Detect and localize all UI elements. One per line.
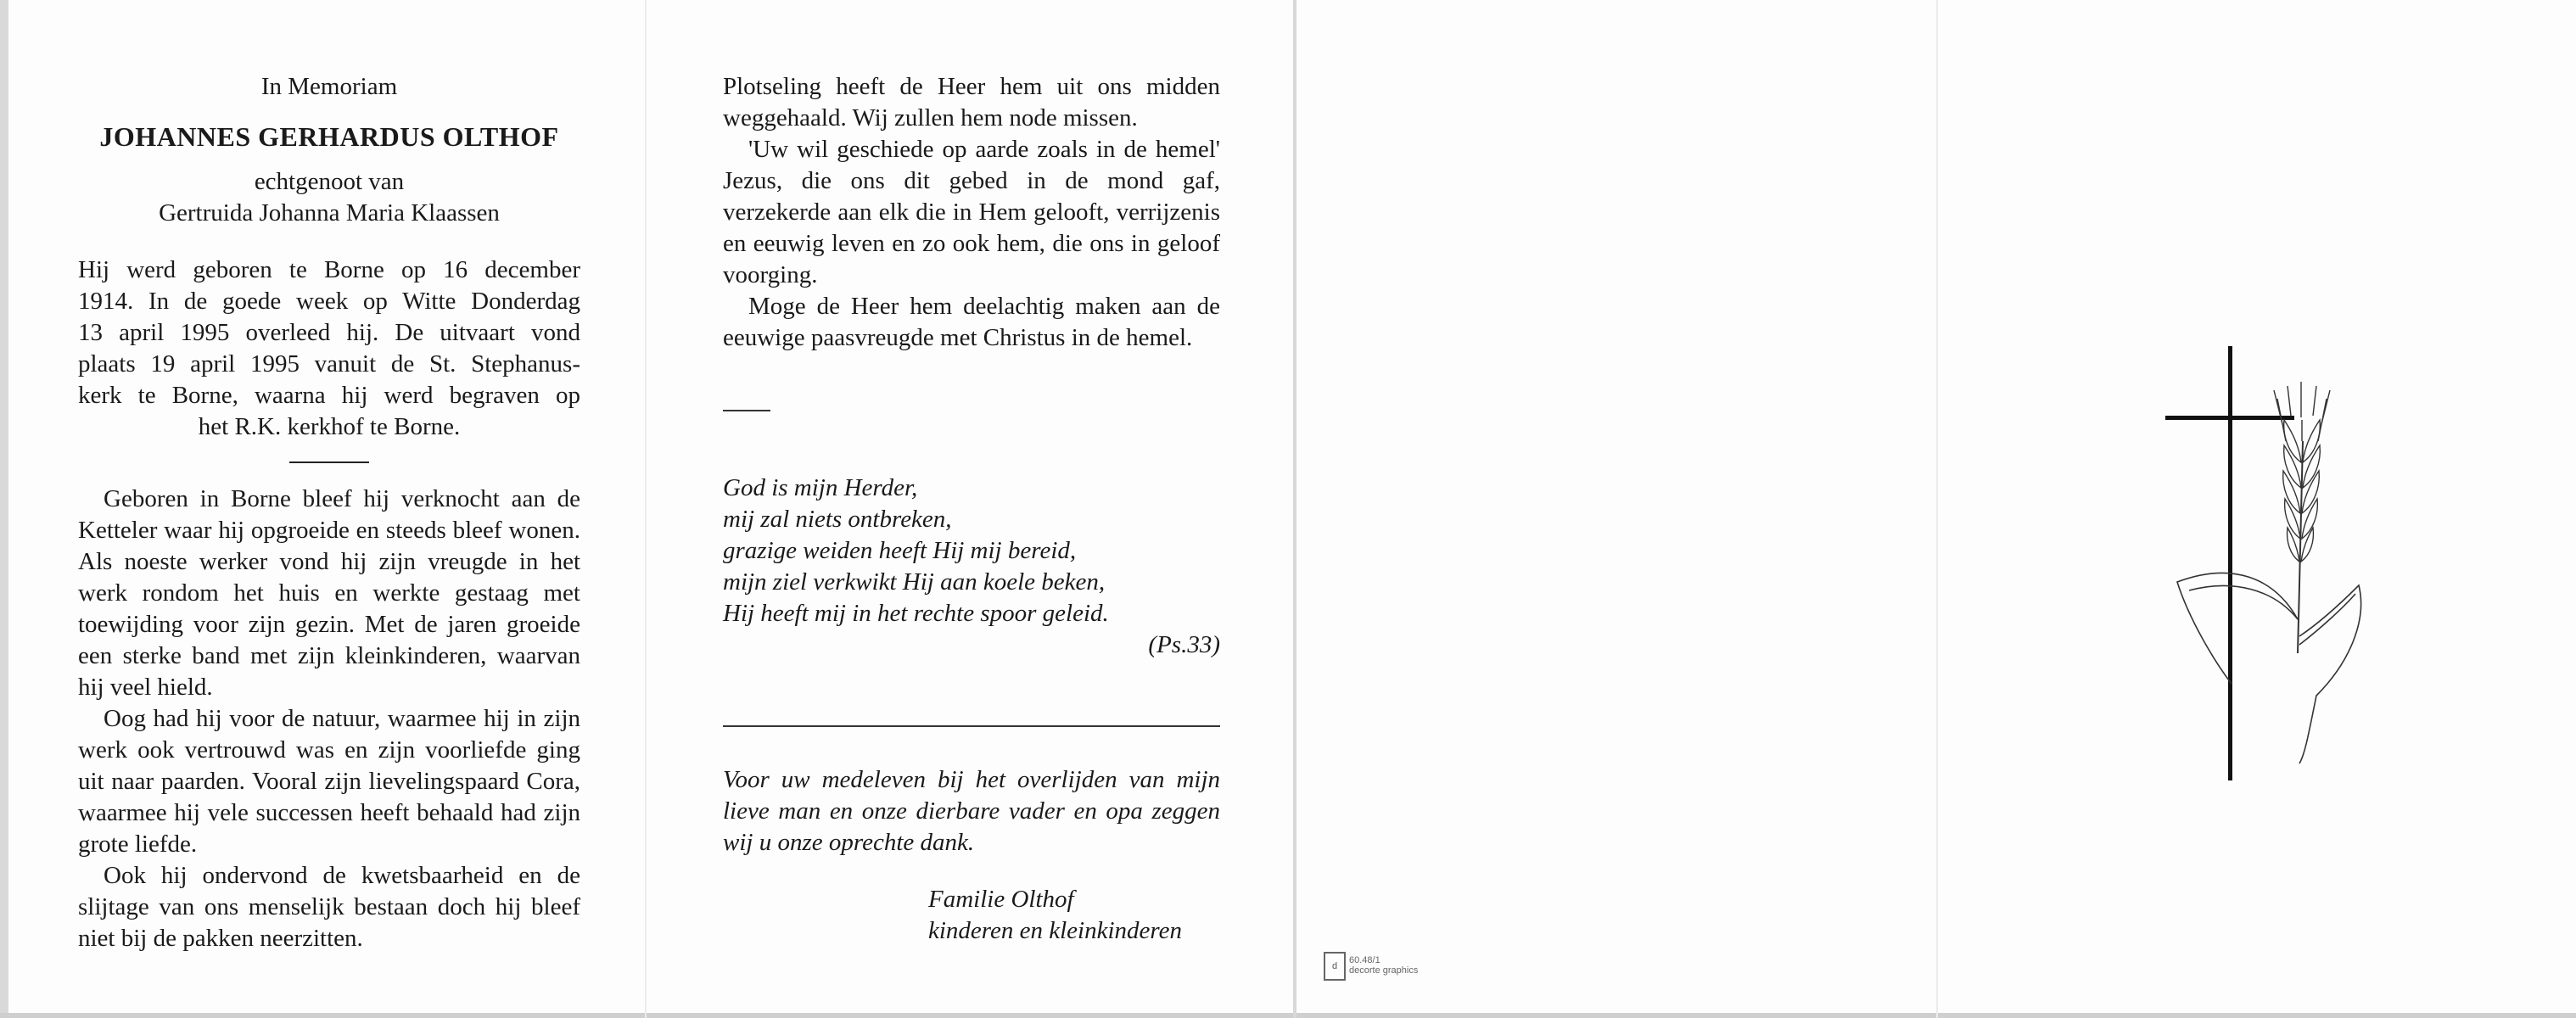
family-children: kinderen en kleinkinderen bbox=[928, 917, 1182, 944]
birth-line: Hij werd geboren te Borne op 16 december bbox=[78, 256, 580, 283]
left-text-panel bbox=[78, 71, 580, 954]
cross-wheat-icon bbox=[2155, 339, 2376, 789]
family-signature bbox=[723, 884, 1220, 947]
life-paragraph: Geboren in Borne bleef hij verknocht aan de Ketteler waar hij opgroeide en steeds bleef wonen. Als noeste werker vond hij zijn vreugde in het werk rondom het huis en werkte gestaag met toewijding voor zijn gezin. Met de jaren groeide een sterke band met zijn kleinkinderen, waarvan hij veel hield. bbox=[78, 485, 580, 701]
psalm-line: Hij heeft mij in het rechte spoor geleid. bbox=[723, 600, 1109, 627]
printer-mark bbox=[1349, 955, 1418, 976]
farewell-paragraph: Plotseling heeft de Heer hem uit ons midden weggehaald. Wij zullen hem node missen. bbox=[723, 73, 1220, 131]
birth-line: kerk te Borne, waarna hij werd begraven op bbox=[78, 382, 580, 409]
left-edge-shadow bbox=[0, 0, 8, 1018]
deceased-name: JOHANNES GERHARDUS OLTHOF bbox=[99, 121, 559, 152]
middle-text-panel bbox=[723, 71, 1220, 947]
birth-line-last: het R.K. kerkhof te Borne. bbox=[198, 413, 461, 440]
life-paragraph: Oog had hij voor de natuur, waarmee hij in zijn werk ook vertrouwd was en zijn voorliefde ging uit naar paarden. Vooral zijn lievelingspaard Cora, waarmee hij vele successen heeft behaald had zijn grote liefde. bbox=[78, 705, 580, 858]
birth-line: plaats 19 april 1995 vanuit de St. Stephanus- bbox=[78, 350, 580, 378]
fold-line-center bbox=[1293, 0, 1296, 1018]
psalm-verse bbox=[723, 473, 1220, 661]
psalm-line: God is mijn Herder, bbox=[723, 474, 918, 501]
farewell-paragraph: Moge de Heer hem deelachtig maken aan de eeuwige paasvreugde met Christus in de hemel. bbox=[723, 293, 1220, 351]
birth-death-block bbox=[78, 255, 580, 443]
fold-line-3 bbox=[1936, 0, 1938, 1018]
printer-brand: decorte graphics bbox=[1349, 965, 1419, 976]
birth-line: 13 april 1995 overleed hij. De uitvaart vond bbox=[78, 319, 580, 346]
psalm-line: grazige weiden heeft Hij mij bereid, bbox=[723, 537, 1077, 564]
long-separator bbox=[723, 725, 1220, 727]
spouse-intro: echtgenoot van bbox=[254, 168, 405, 195]
family-name: Familie Olthof bbox=[928, 886, 1074, 913]
psalm-reference: (Ps.33) bbox=[1148, 631, 1220, 658]
psalm-line: mij zal niets ontbreken, bbox=[723, 506, 952, 533]
short-separator bbox=[289, 461, 369, 463]
psalm-line: mijn ziel verkwikt Hij aan koele beken, bbox=[723, 568, 1106, 596]
bottom-edge-shadow bbox=[0, 1013, 2576, 1018]
thanks-text: Voor uw medeleven bij het overlijden van mijn lieve man en onze dierbare vader en opa zeggen wij u onze oprechte dank. bbox=[723, 766, 1220, 856]
fold-line-1 bbox=[645, 0, 647, 1018]
life-paragraph: Ook hij ondervond de kwetsbaarheid en de slijtage van ons menselijk bestaan doch hij bleef niet bij de pakken neerzitten. bbox=[78, 862, 580, 952]
printer-code: 60.48/1 bbox=[1349, 955, 1380, 965]
printer-logo-icon: d bbox=[1324, 952, 1346, 981]
dash-separator bbox=[723, 410, 770, 411]
farewell-paragraph: 'Uw wil geschiede op aarde zoals in de hemel' Jezus, die ons dit gebed in de mond gaf, verzekerde aan elk die in Hem gelooft, verrijzenis en eeuwig leven en zo ook hem, die ons in geloof voorging. bbox=[723, 136, 1220, 288]
spouse-name: Gertruida Johanna Maria Klaassen bbox=[159, 199, 500, 227]
heading-in-memoriam: In Memoriam bbox=[260, 73, 398, 100]
birth-line: 1914. In de goede week op Witte Donderdag bbox=[78, 288, 580, 315]
